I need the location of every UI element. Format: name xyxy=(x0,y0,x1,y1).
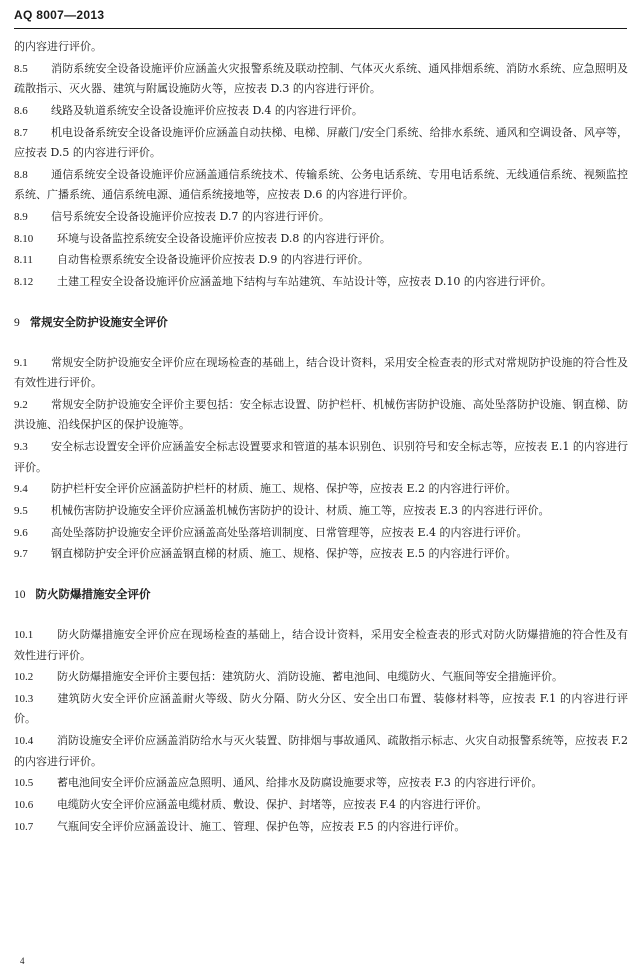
continuation-text: 的内容进行评价。 xyxy=(14,40,102,53)
clause-number: 8.11 xyxy=(14,254,33,267)
clause-number: 10.3 xyxy=(14,692,34,705)
clause-number: 10.7 xyxy=(14,820,34,833)
clause-text: 机械伤害防护设施安全评价应涵盖机械伤害防护的设计、材质、施工等，应按表 E.3 的内容进行评价。 xyxy=(51,503,550,517)
clause-paragraph xyxy=(14,773,628,795)
clause-text: 防护栏杆安全评价应涵盖防护栏杆的材质、施工、规格、保护等，应按表 E.2 的内容进行评价。 xyxy=(51,482,517,496)
clause-text: 安全标志设置安全评价应涵盖安全标志设置要求和管道的基本识别色、识别符号和安全标志等，应按表 E.1 的内容进行评价。 xyxy=(14,440,628,474)
section-9-clauses xyxy=(14,353,628,566)
clause-text: 防火防爆措施安全评价主要包括：建筑防火、消防设施、蓄电池间、电缆防火、气瓶间等安全措施评价。 xyxy=(57,670,563,684)
clause-paragraph xyxy=(14,123,628,165)
clause-text: 自动售检票系统安全设备设施评价应按表 D.9 的内容进行评价。 xyxy=(57,253,369,267)
clause-text: 钢直梯防护安全评价应涵盖钢直梯的材质、施工、规格、保护等，应按表 E.5 的内容进行评价。 xyxy=(51,547,517,561)
section-title: 防火防爆措施安全评价 xyxy=(35,589,151,601)
clause-number: 8.9 xyxy=(14,210,28,223)
clause-paragraph xyxy=(14,207,628,229)
clause-paragraph xyxy=(14,667,628,689)
section-10-heading xyxy=(14,585,628,605)
clause-text: 环境与设备监控系统安全设备设施评价应按表 D.8 的内容进行评价。 xyxy=(57,231,391,245)
section-title: 常规安全防护设施安全评价 xyxy=(29,316,168,329)
clause-number: 9.6 xyxy=(14,526,28,539)
clause-number: 8.7 xyxy=(14,126,28,139)
clause-text: 蓄电池间安全评价应涵盖应急照明、通风、给排水及防腐设施要求等，应按表 F.3 的内容进行评价。 xyxy=(57,776,543,790)
clause-paragraph xyxy=(14,731,628,773)
document-body xyxy=(14,37,628,838)
clause-paragraph xyxy=(14,353,628,395)
section-10-clauses xyxy=(14,625,628,838)
clause-paragraph xyxy=(14,523,628,545)
section-number: 9 xyxy=(14,316,20,329)
clause-paragraph xyxy=(14,395,628,437)
clause-text: 消防系统安全设备设施评价应涵盖火灾报警系统及联动控制、气体灭火系统、通风排烟系统、消防水系统、应急照明及疏散指示、灭火器、建筑与附属设施防火等，应按表 D.3 的内容进行评价。 xyxy=(14,61,628,96)
clause-text: 机电设备系统安全设备设施评价应涵盖自动扶梯、电梯、屏蔽门/安全门系统、给排水系统、通风和空调设备、风亭等，应按表 D.5 的内容进行评价。 xyxy=(14,125,628,160)
clause-number: 8.5 xyxy=(14,62,28,75)
clause-number: 9.2 xyxy=(14,398,28,411)
section-8-clauses xyxy=(14,59,628,294)
clause-text: 建筑防火安全评价应涵盖耐火等级、防火分隔、防火分区、安全出口布置、装修材料等，应按表 F.1 的内容进行评价。 xyxy=(14,691,628,726)
clause-text: 消防设施安全评价应涵盖消防给水与灭火装置、防排烟与事故通风、疏散指示标志、火灾自动报警系统等，应按表 F.2 的内容进行评价。 xyxy=(14,734,628,768)
clause-number: 9.1 xyxy=(14,356,28,369)
clause-paragraph xyxy=(14,479,628,501)
clause-paragraph xyxy=(14,437,628,479)
clause-text: 通信系统安全设备设施评价应涵盖通信系统技术、传输系统、公务电话系统、专用电话系统、无线通信系统、视频监控系统、广播系统、通信系统电源、通信系统接地等，应按表 D.6 的内容进行评价。 xyxy=(14,167,628,202)
clause-number: 8.8 xyxy=(14,168,28,181)
clause-paragraph xyxy=(14,250,628,272)
clause-number: 10.4 xyxy=(14,735,34,748)
clause-text: 电缆防火安全评价应涵盖电缆材质、敷设、保护、封堵等，应按表 F.4 的内容进行评价。 xyxy=(57,797,488,811)
clause-paragraph xyxy=(14,59,628,101)
clause-number: 9.4 xyxy=(14,483,28,496)
clause-number: 10.2 xyxy=(14,671,34,684)
clause-paragraph xyxy=(14,165,628,207)
clause-paragraph xyxy=(14,689,628,731)
page-number: 4 xyxy=(20,956,25,966)
clause-text: 信号系统安全设备设施评价应按表 D.7 的内容进行评价。 xyxy=(51,209,330,223)
clause-text: 防火防爆措施安全评价应在现场检查的基础上，结合设计资料，采用安全检查表的形式对防火防爆措施的符合性及有效性进行评价。 xyxy=(14,628,628,662)
clause-number: 9.3 xyxy=(14,441,28,454)
clause-paragraph xyxy=(14,817,628,839)
clause-paragraph xyxy=(14,544,628,566)
clause-paragraph xyxy=(14,101,628,123)
clause-text: 常规安全防护设施安全评价应在现场检查的基础上，结合设计资料，采用安全检查表的形式对常规防护设施的符合性及有效性进行评价。 xyxy=(14,355,628,390)
clause-text: 常规安全防护设施安全评价主要包括：安全标志设置、防护栏杆、机械伤害防护设施、高处坠落防护设施、钢直梯、防洪设施、沿线保护区的保护设施等。 xyxy=(14,397,628,432)
section-9-heading xyxy=(14,313,628,333)
clause-number: 10.1 xyxy=(14,629,34,641)
clause-text: 线路及轨道系统安全设备设施评价应按表 D.4 的内容进行评价。 xyxy=(51,103,363,117)
header-rule xyxy=(14,28,627,29)
clause-number: 9.7 xyxy=(14,548,28,561)
clause-number: 8.10 xyxy=(14,232,34,245)
clause-number: 10.6 xyxy=(14,798,34,811)
clause-number: 8.12 xyxy=(14,276,34,288)
standard-code-header: AQ 8007—2013 xyxy=(14,8,105,22)
section-number: 10 xyxy=(14,589,26,601)
clause-paragraph xyxy=(14,501,628,523)
clause-number: 9.5 xyxy=(14,504,28,517)
clause-paragraph xyxy=(14,229,628,251)
clause-paragraph xyxy=(14,625,628,667)
clause-number: 10.5 xyxy=(14,777,34,790)
clause-text: 高处坠落防护设施安全评价应涵盖高处坠落培训制度、日常管理等，应按表 E.4 的内容进行评价。 xyxy=(51,525,528,539)
clause-text: 土建工程安全设备设施评价应涵盖地下结构与车站建筑、车站设计等，应按表 D.10 的内容进行评价。 xyxy=(57,275,552,288)
clause-paragraph xyxy=(14,272,628,294)
clause-text: 气瓶间安全评价应涵盖设计、施工、管理、保护色等，应按表 F.5 的内容进行评价。 xyxy=(57,819,466,833)
clause-paragraph xyxy=(14,795,628,817)
clause-number: 8.6 xyxy=(14,104,28,117)
